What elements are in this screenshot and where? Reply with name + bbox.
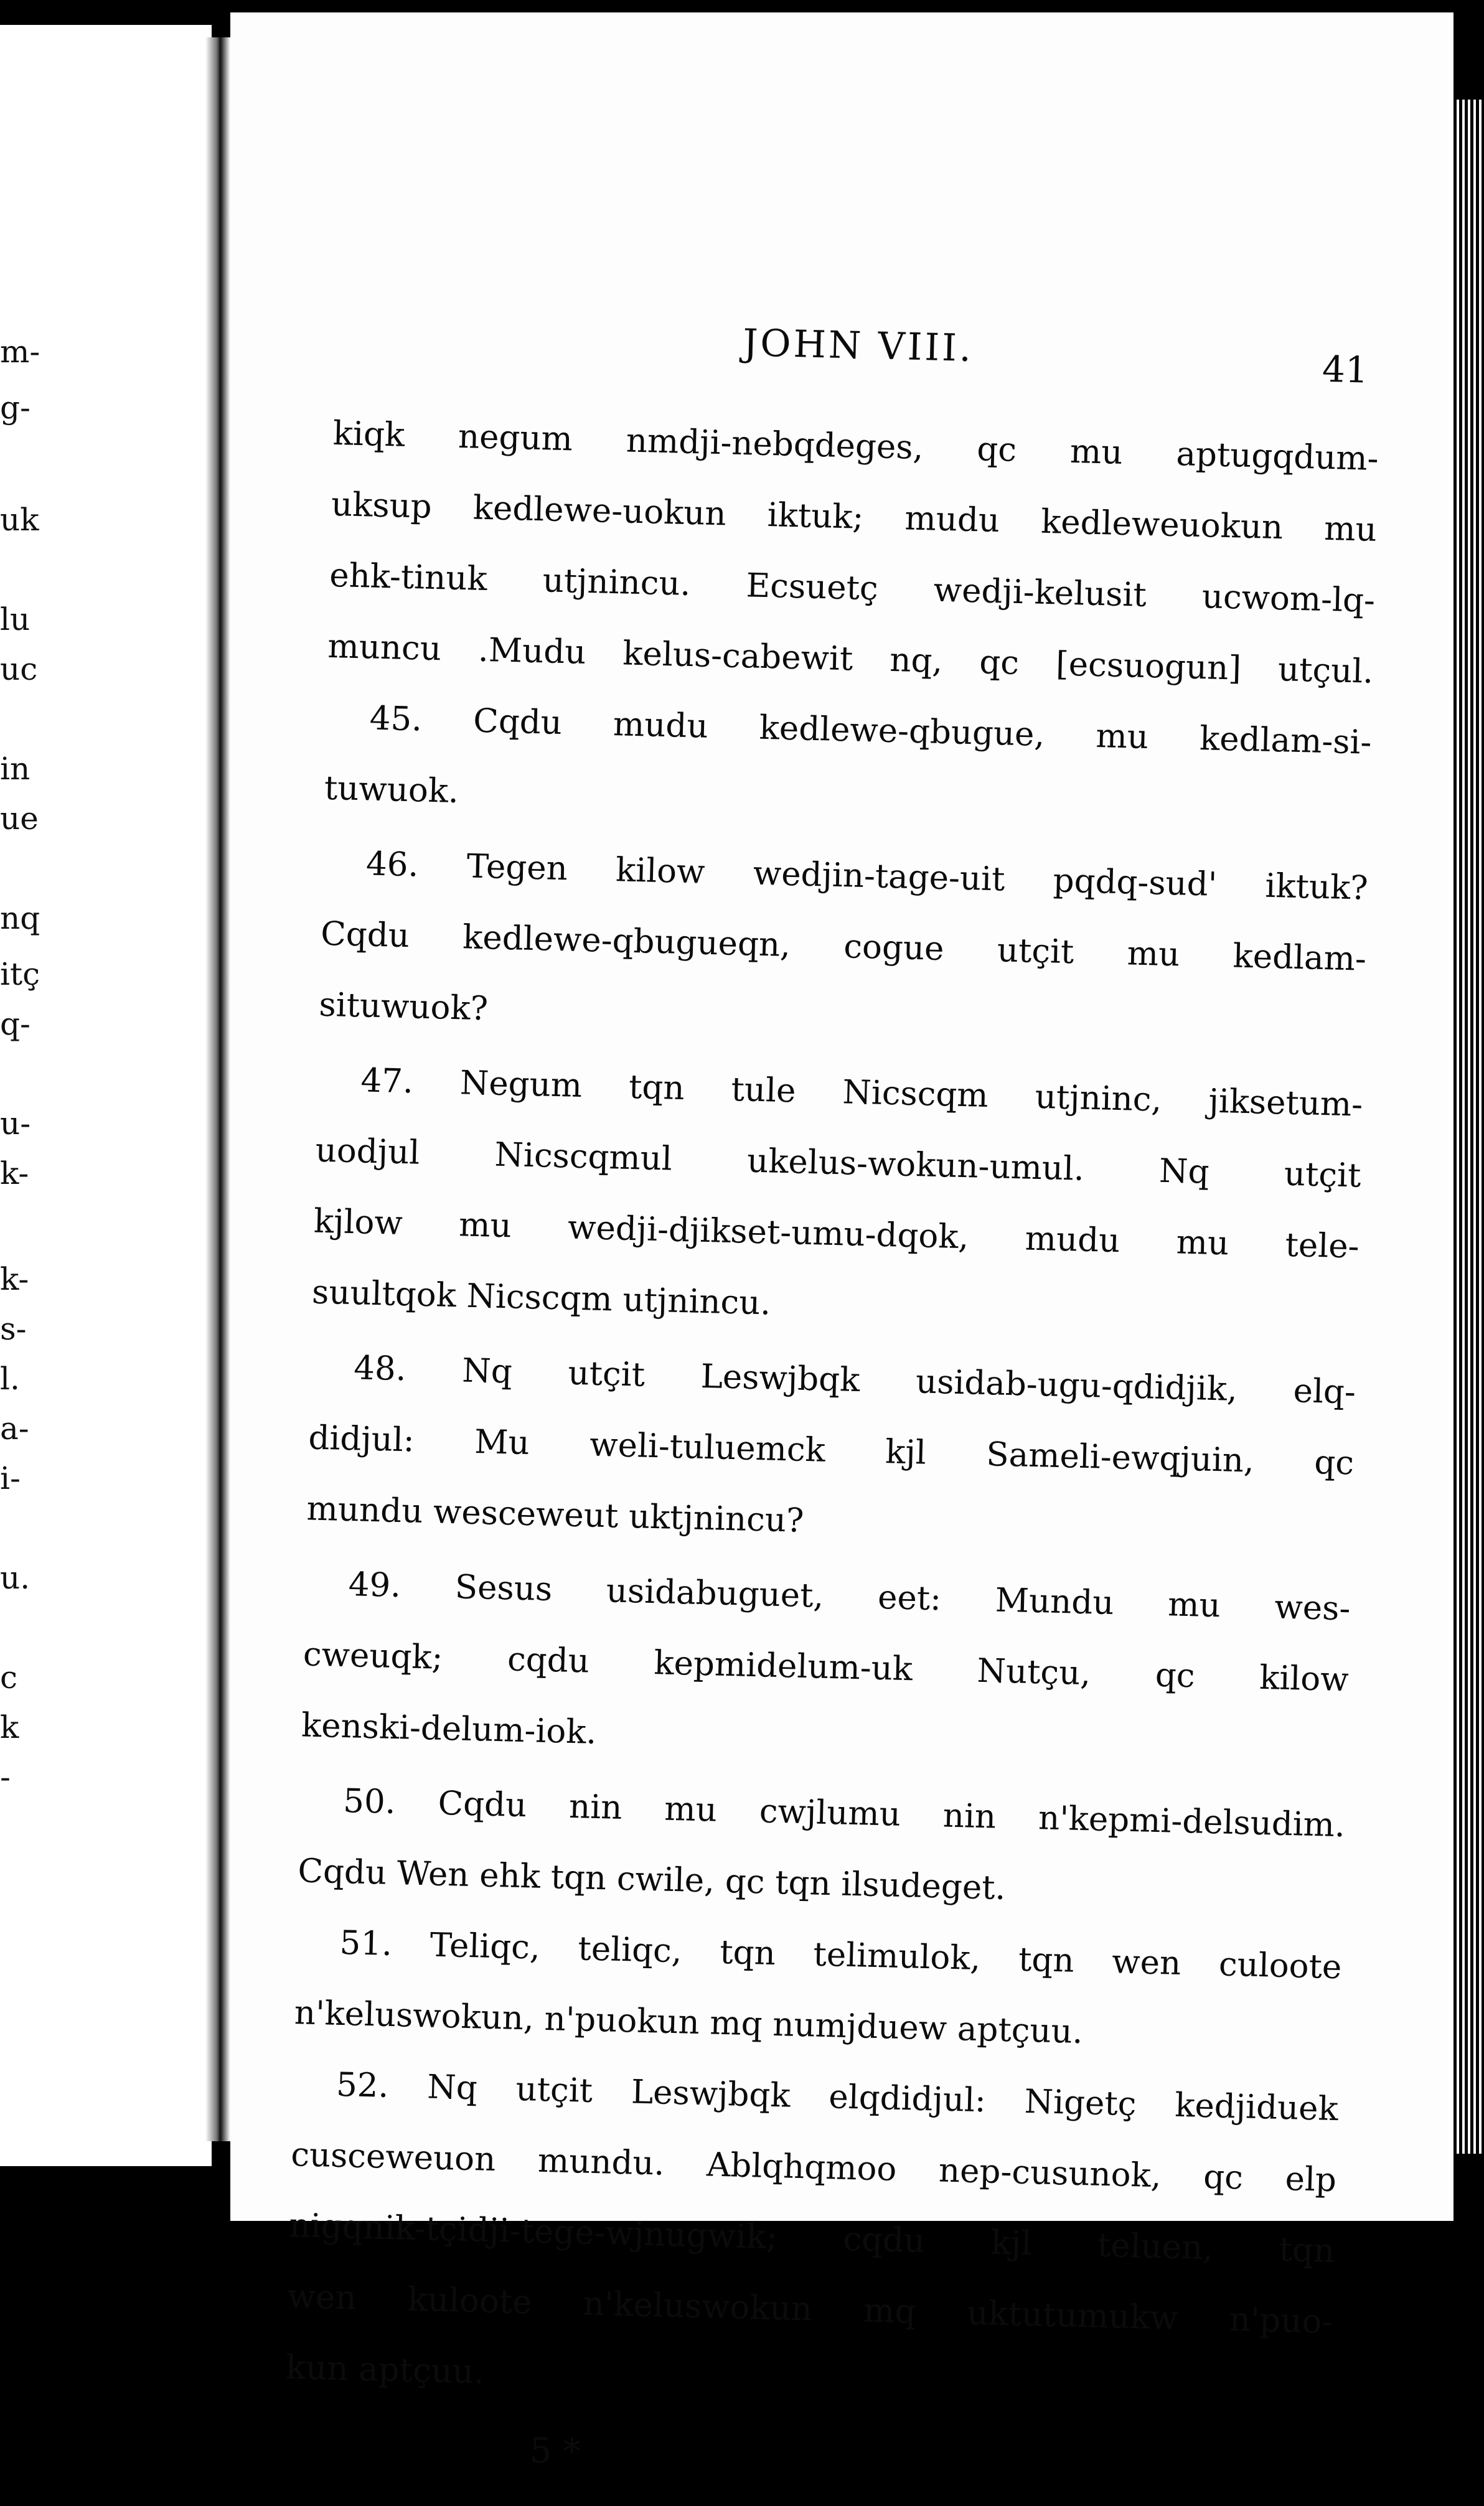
verse-line: 51. Teliqc, teliqc, tqn telimulok, tqn wen culoote [339,1923,1342,1987]
left-page-fragment: k- [0,1155,29,1191]
left-page-fragment: uk [0,502,39,538]
text-line: nigqnik-tçidji-tege-wjnugwik; cqdu kjl teluen, tqn [288,2207,1335,2271]
text-line: wen kuloote n'keluswokun mq uktutumukw n'puo- [287,2278,1334,2342]
text-line: suultqok Nicscqm utjnincu. [311,1273,771,1323]
text-line: n'keluswokun, n'puokun mq numjduew aptçuu. [294,1994,1084,2052]
left-page-fragment: - [0,1759,11,1795]
page-text-block [283,305,1382,2506]
text-line: cweuqk; cqdu kepmidelum-uk Nutçu, qc kilow [303,1635,1350,1699]
page-number: 41 [1322,347,1369,392]
signature-mark: 5 * [529,2430,581,2472]
left-page-fragment: u. [0,1560,31,1596]
verse-line: 48. Nq utçit Leswjbqk usidab-ugu-qdidjik, elq- [353,1349,1356,1412]
left-page-fragment: k [0,1709,19,1745]
verse-line: 45. Cqdu mudu kedlewe-qbugue, mu kedlam-si- [369,699,1373,762]
left-page-fragment: s- [0,1311,27,1347]
text-line: tuwuok. [324,769,459,811]
text-line: mundu wesceweut uktjnincu? [306,1490,805,1540]
left-page-fragment: a- [0,1410,29,1447]
text-line: kiqk negum nmdji-nebqdeges, qc mu aptugqdum- [332,414,1379,478]
text-line: situwuok? [318,985,489,1028]
verse-line: 52. Nq utçit Leswjbqk elqdidjul: Nigetç kedjiduek [336,2065,1339,2129]
left-page-fragment: ue [0,800,39,837]
left-page-fragment: g- [0,390,31,426]
left-page-fragment: c [0,1659,18,1696]
text-line: kjlow mu wedji-djikset-umu-dqok, mudu mu tele- [313,1202,1360,1266]
text-line: didjul: Mu weli-tuluemck kjl Sameli-ewqjuin, qc [308,1419,1355,1483]
verse-line: 47. Negum tqn tule Nicscqm utjninc, jiksetum- [360,1061,1363,1124]
book-gutter [205,37,230,2141]
page-edge-stack [1453,100,1484,2154]
right-page [230,12,1453,2472]
text-line: kenski-delum-iok. [301,1706,597,1752]
text-line: ehk-tinuk utjnincu. Ecsuetç wedji-kelusit ucwom-lq- [329,556,1376,620]
left-page-margin-text [0,25,68,2166]
left-page-fragment: itç [0,956,40,992]
verse-line: 46. Tegen kilow wedjin-tage-uit pqdq-sud' iktuk? [365,845,1369,908]
text-line: muncu .Mudu kelus-cabewit nq, qc [ecsuogun] utçul. [327,627,1374,691]
left-page-fragment: i- [0,1460,21,1496]
left-page-fragment: uc [0,651,38,687]
left-page-fragment: l. [0,1361,20,1397]
left-page-fragment: q- [0,1006,31,1042]
left-page-fragment: k- [0,1261,29,1297]
left-page-fragment: in [0,751,31,787]
left-page-fragment: u- [0,1105,31,1142]
left-page-fragment: m- [0,334,40,370]
text-line: Cqdu kedlewe-qbugueqn, cogue utçit mu kedlam- [320,914,1367,978]
left-page [0,25,212,2166]
text-line: uksup kedlewe-uokun iktuk; mudu kedleweuokun mu [331,485,1378,549]
verse-line: 49. Sesus usidabuguet, eet: Mundu mu wes- [348,1565,1351,1628]
verse-line: 50. Cqdu nin mu cwjlumu nin n'kepmi-delsudim. [342,1782,1346,1845]
left-page-fragment: nq [0,900,40,936]
text-line: uodjul Nicscqmul ukelus-wokun-umul. Nq utçit [315,1131,1362,1195]
left-page-fragment: lu [0,601,31,637]
text-line: kun aptçuu. [285,2349,485,2391]
text-line: Cqdu Wen ehk tqn cwile, qc tqn ilsudeget. [297,1852,1007,1908]
page-header-title: JOHN VIII. [742,321,974,371]
text-line: cusceweuon mundu. Ablqhqmoo nep-cusunok, qc elp [290,2136,1337,2200]
